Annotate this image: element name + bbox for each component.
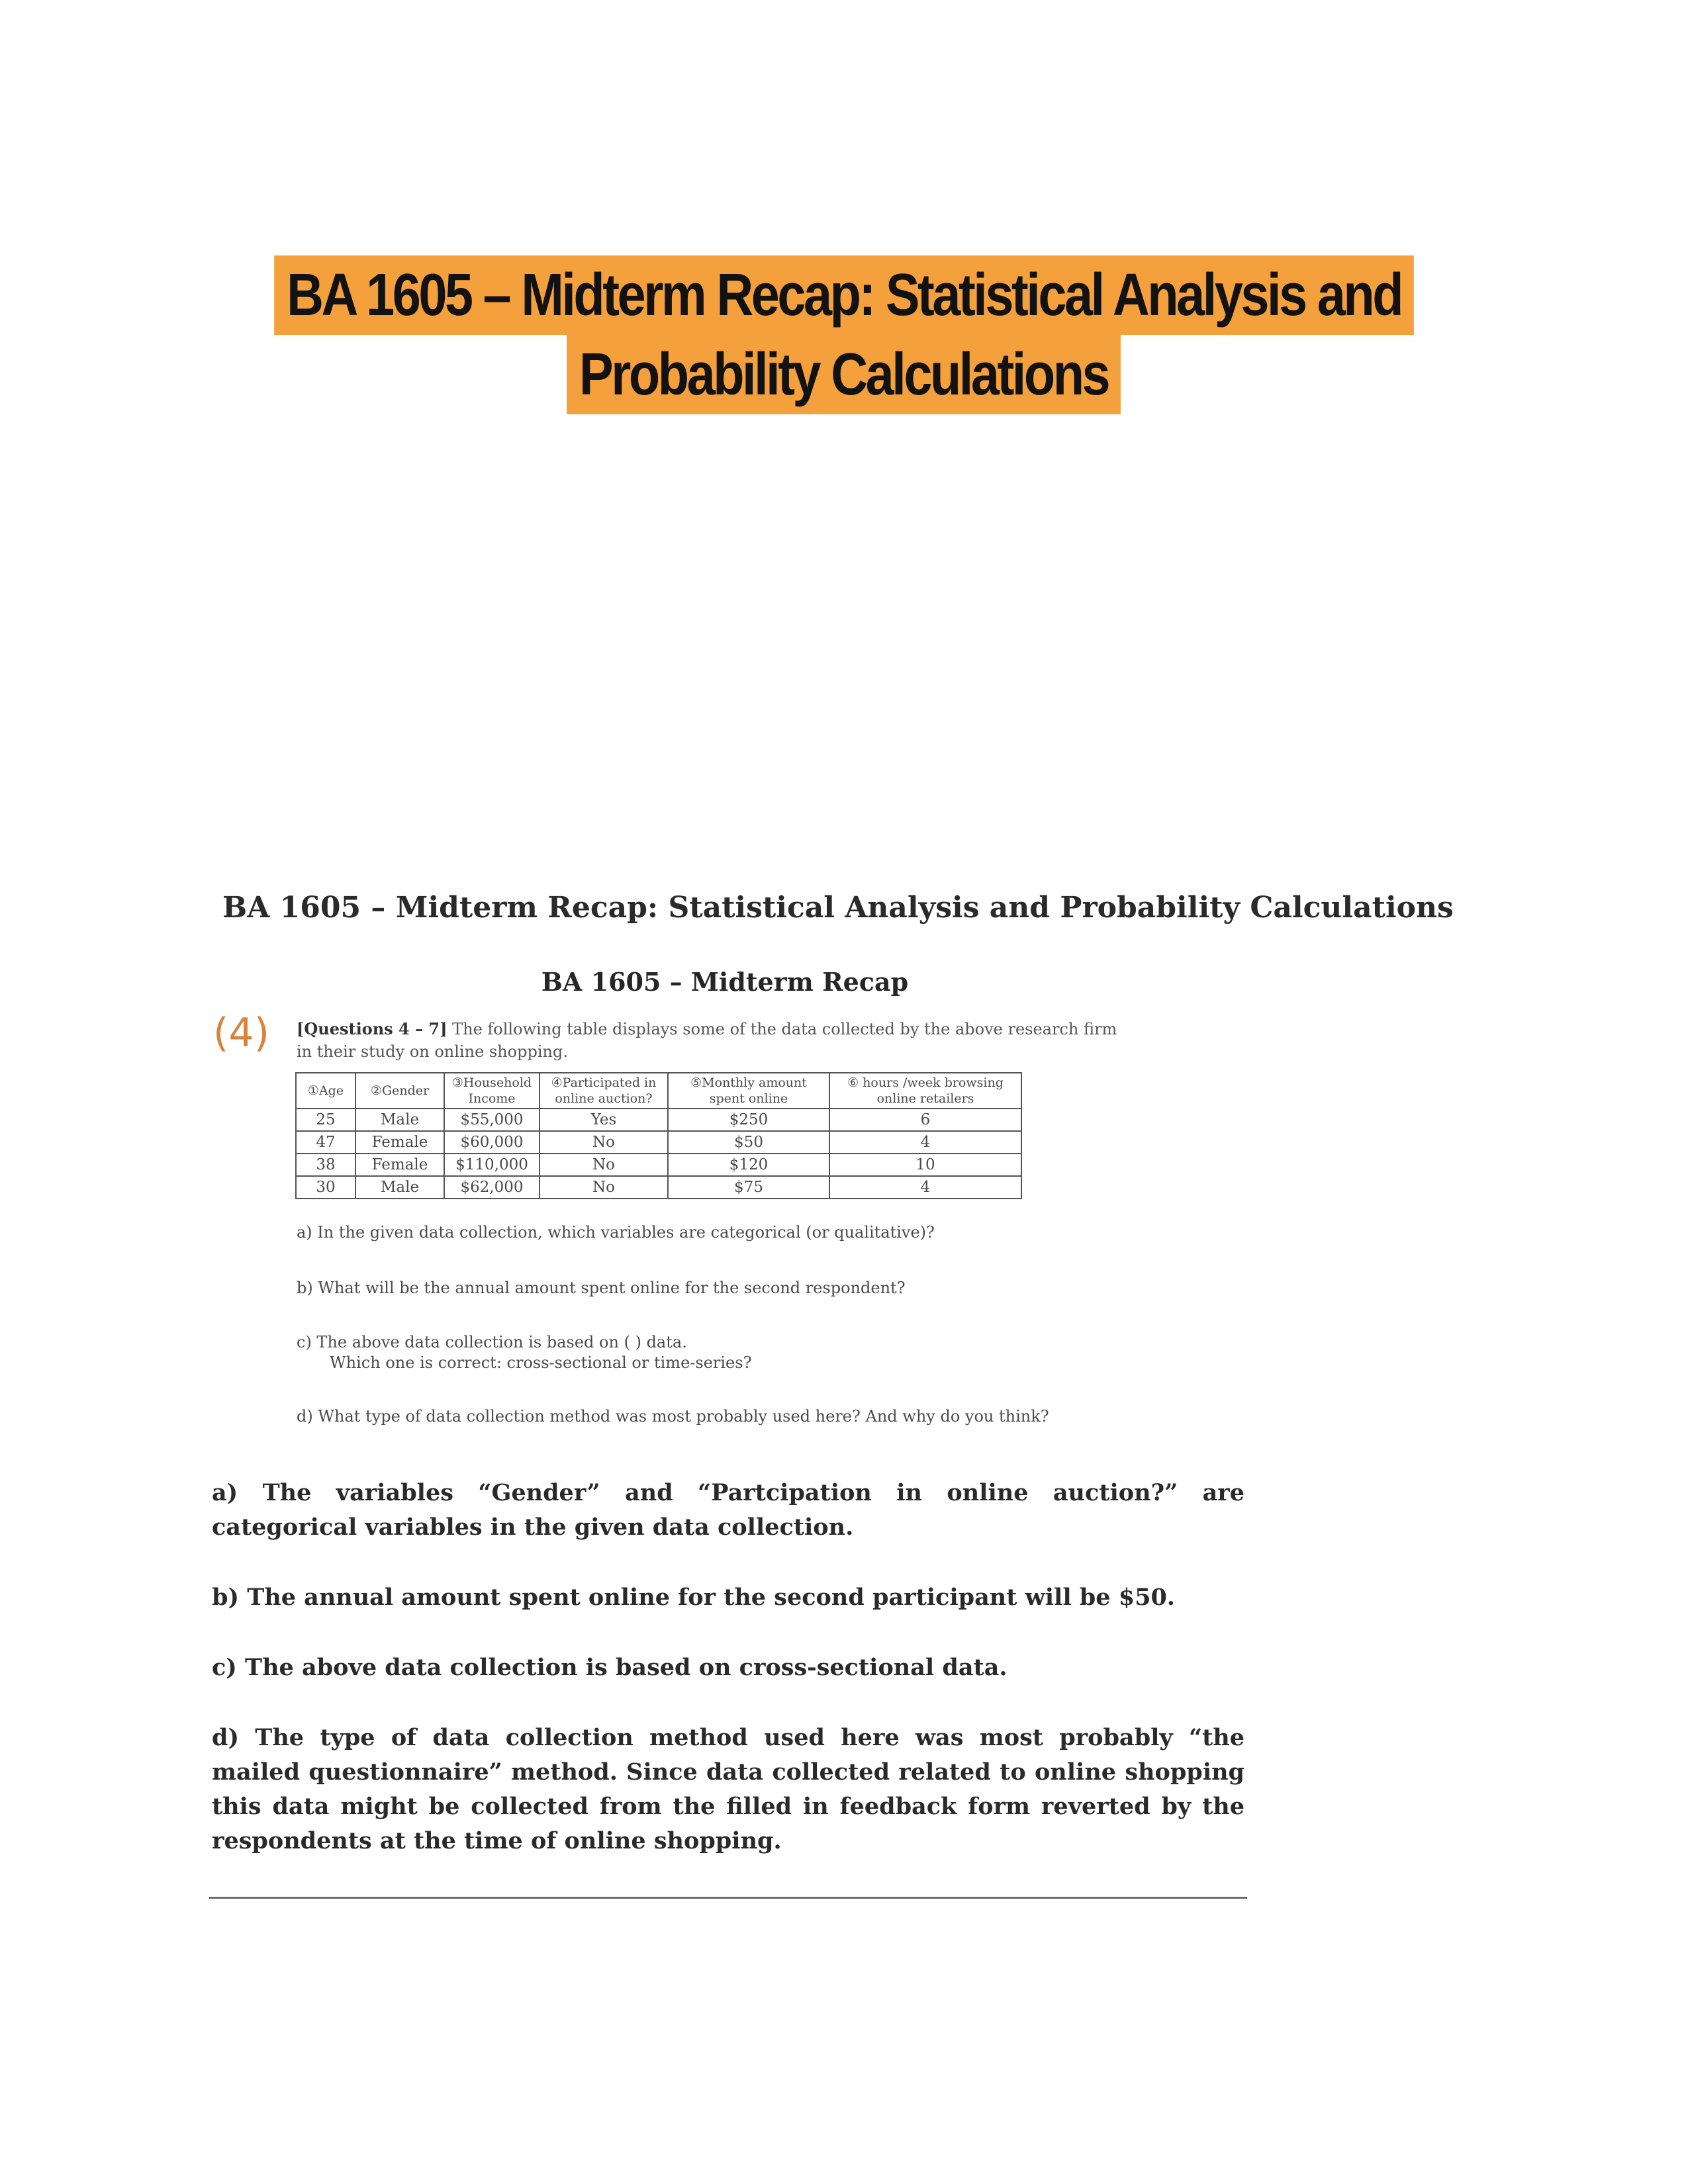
recap-title: BA 1605 – Midterm Recap — [541, 967, 909, 997]
table-cell: 6 — [829, 1109, 1021, 1131]
table-header-cell: ⑤Monthly amount spent online — [668, 1073, 829, 1109]
banner-title-line-1 — [0, 255, 1688, 335]
table-cell: $60,000 — [444, 1131, 539, 1154]
table-cell: 4 — [829, 1131, 1021, 1154]
table-cell: $75 — [668, 1176, 829, 1199]
table-header-cell: ①Age — [296, 1073, 355, 1109]
question-number: (4) — [213, 1010, 269, 1056]
question-range: [Questions 4 – 7] — [297, 1019, 447, 1038]
answer-d: d) The type of data collection method used here was most probably “the mailed questionnaire” method. Since data collected related to online shopping this data might be collected from the filled in feedback form reverted by the respondents at the time of online shopping. — [212, 1724, 1244, 1854]
sub-question-b: b) What will be the annual amount spent online for the second respondent? — [297, 1279, 906, 1297]
answer-b: b) The annual amount spent online for the second participant will be $50. — [212, 1584, 1175, 1611]
horizontal-divider — [209, 1897, 1247, 1899]
table-header-row — [296, 1073, 1021, 1109]
banner-title-text-2: Probability Calculations — [567, 335, 1121, 414]
banner-title-line-2 — [0, 335, 1688, 414]
table-cell: 38 — [296, 1154, 355, 1176]
table-cell: $62,000 — [444, 1176, 539, 1199]
table-cell: 10 — [829, 1154, 1021, 1176]
table-cell: No — [539, 1154, 668, 1176]
table-cell: Female — [355, 1131, 444, 1154]
table-cell: No — [539, 1176, 668, 1199]
answer-a: a) The variables “Gender” and “Partcipation in online auction?” are categorical variables in the given data collection. — [212, 1479, 1244, 1541]
table-cell: $250 — [668, 1109, 829, 1131]
banner-title-text-1: BA 1605 – Midterm Recap: Statistical Analysis and — [274, 255, 1414, 335]
sub-question-a: a) In the given data collection, which variables are categorical (or qualitative)? — [297, 1223, 935, 1242]
table-cell: $120 — [668, 1154, 829, 1176]
table-cell: Male — [355, 1109, 444, 1131]
table-cell: 4 — [829, 1176, 1021, 1199]
question-intro-text: The following table displays some of the data collected by the above research firm in their study on online shopping. — [297, 1020, 1117, 1061]
table-cell: 47 — [296, 1131, 355, 1154]
table-cell: Yes — [539, 1109, 668, 1131]
table-row — [296, 1131, 1021, 1154]
table-cell: 25 — [296, 1109, 355, 1131]
table-cell: $55,000 — [444, 1109, 539, 1131]
sub-question-c: c) The above data collection is based on ( ) data. — [297, 1333, 687, 1351]
table-header-cell: ④Participated in online auction? — [539, 1073, 668, 1109]
answer-c: c) The above data collection is based on cross-sectional data. — [212, 1654, 1008, 1681]
table-header-cell: ②Gender — [355, 1073, 444, 1109]
table-cell: 30 — [296, 1176, 355, 1199]
document-heading: BA 1605 – Midterm Recap: Statistical Analysis and Probability Calculations — [222, 891, 1454, 925]
table-row — [296, 1176, 1021, 1199]
table-cell: $50 — [668, 1131, 829, 1154]
table-header-cell: ⑥ hours /week browsing online retailers — [829, 1073, 1021, 1109]
table-cell: No — [539, 1131, 668, 1154]
sub-question-d: d) What type of data collection method was most probably used here? And why do you think? — [297, 1407, 1049, 1426]
question-intro — [297, 1018, 1131, 1063]
table-cell: Male — [355, 1176, 444, 1199]
sub-question-c-detail: Which one is correct: cross-sectional or time-series? — [330, 1353, 752, 1372]
table-cell: $110,000 — [444, 1154, 539, 1176]
survey-data-table — [295, 1072, 1022, 1199]
table-row — [296, 1109, 1021, 1131]
table-row — [296, 1154, 1021, 1176]
table-header-cell: ③Household Income — [444, 1073, 539, 1109]
table-cell: Female — [355, 1154, 444, 1176]
